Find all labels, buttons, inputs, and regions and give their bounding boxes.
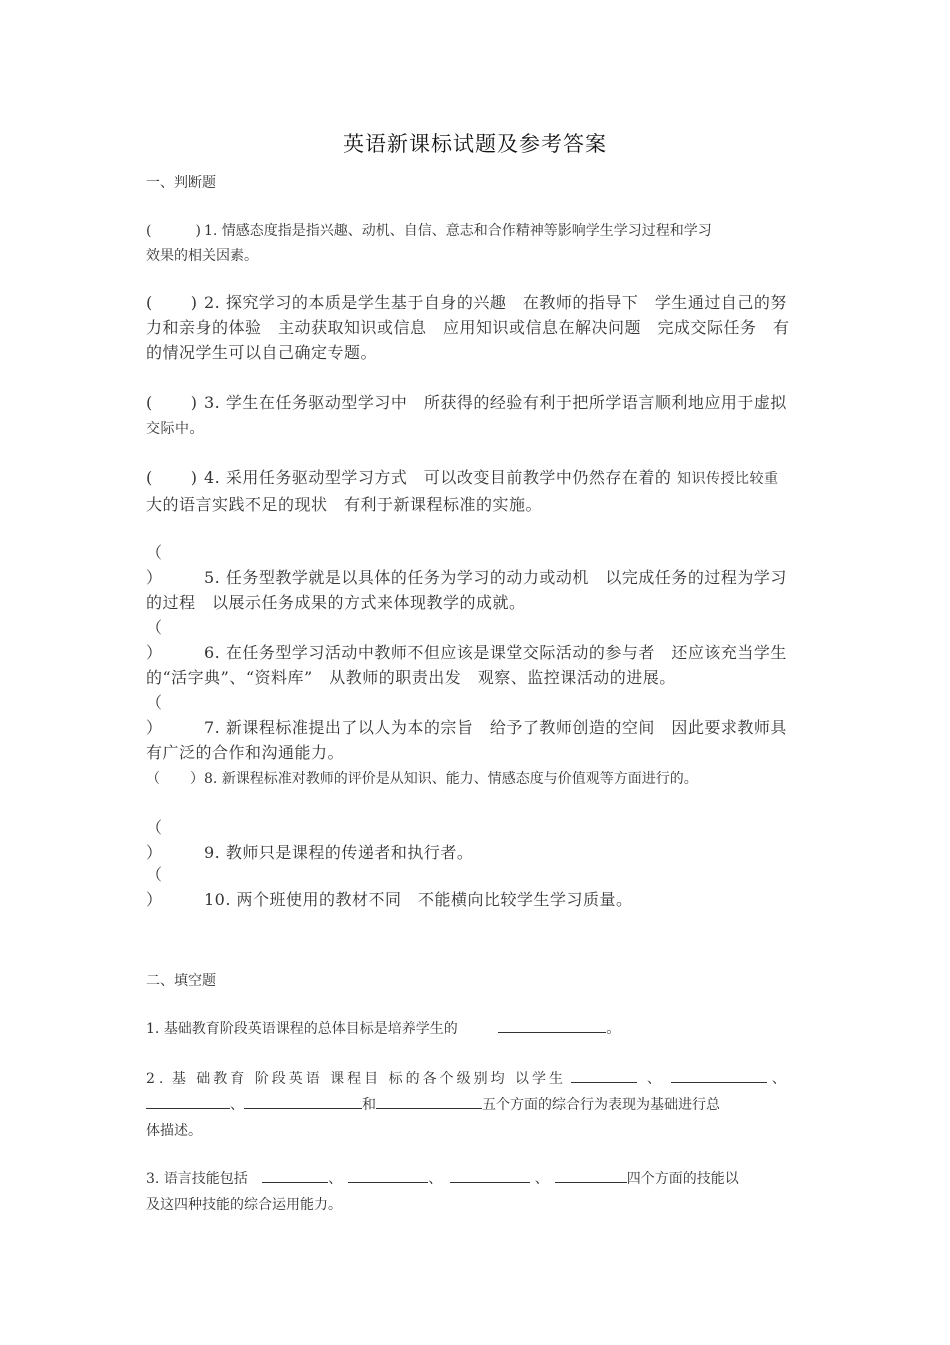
answer-paren-open: （ xyxy=(146,865,163,884)
judge-question-7 xyxy=(146,690,806,765)
judge-question-1 xyxy=(146,219,806,269)
question-number: 3. xyxy=(204,393,221,412)
answer-blank[interactable] xyxy=(571,1066,637,1083)
separator: 、 xyxy=(771,1071,786,1087)
question-number: 10. xyxy=(204,890,231,909)
answer-paren-open: （ xyxy=(146,693,163,712)
question-number: 4. xyxy=(204,468,221,487)
question-text: 任务型教学就是以具体的任务为学习的动力或动机 以完成任务的过程为学习 xyxy=(225,568,787,587)
question-number: 1. xyxy=(204,223,218,239)
answer-blank[interactable] xyxy=(450,1166,530,1183)
question-text-cont: 的“活字典”、“资料库” 从教师的职责出发 观察、监控课活动的进展。 xyxy=(146,668,676,687)
answer-paren-open: ( xyxy=(146,468,153,487)
answer-paren-open: ( xyxy=(146,293,153,312)
question-text-cont: 有广泛的合作和沟通能力。 xyxy=(146,743,345,762)
question-number: 1. xyxy=(146,1021,160,1037)
question-text-cont: 力和亲身的体验 主动获取知识或信息 应用知识或信息在解决问题 完成交际任务 有 xyxy=(146,318,790,337)
question-text: 语言技能包括 xyxy=(163,1171,248,1187)
answer-paren-close: ） xyxy=(146,890,163,909)
fill-question-1 xyxy=(146,1016,811,1042)
answer-blank[interactable] xyxy=(262,1166,328,1183)
question-text-cont: 交际中。 xyxy=(146,421,204,437)
question-text: 新课程标准对教师的评价是从知识、能力、情感态度与价值观等方面进行的。 xyxy=(221,771,698,787)
question-text: 学生在任务驱动型学习中 所获得的经验有利于把所学语言顺利地应用于虚拟 xyxy=(225,393,787,412)
page-title: 英语新课标试题及参考答案 xyxy=(343,132,607,156)
question-text-cont: 体描述。 xyxy=(146,1123,202,1139)
answer-paren-close: ） xyxy=(146,843,163,862)
separator: 、 xyxy=(428,1171,443,1187)
question-number: 9. xyxy=(204,843,221,862)
answer-blank[interactable] xyxy=(146,1092,230,1109)
answer-blank[interactable] xyxy=(348,1166,428,1183)
fill-question-2 xyxy=(146,1066,811,1144)
question-text: 在任务型学习活动中教师不但应该是课堂交际活动的参与者 还应该充当学生 xyxy=(225,643,787,662)
judge-question-8 xyxy=(146,767,806,792)
answer-blank[interactable] xyxy=(671,1066,767,1083)
judge-question-5 xyxy=(146,540,806,615)
answer-paren-open: （ xyxy=(146,618,163,637)
question-text: 基 础教育 阶段英语 课程目 标的各个级别均 以学生 xyxy=(171,1071,567,1087)
question-number: 3. xyxy=(146,1171,160,1187)
answer-paren-close: ) xyxy=(195,223,201,239)
answer-paren-close: ) xyxy=(190,393,198,412)
judge-question-2 xyxy=(146,290,806,365)
separator: 、 xyxy=(646,1071,661,1087)
answer-paren-close: ） xyxy=(146,643,163,662)
question-text: 基础教育阶段英语课程的总体目标是培养学生的 xyxy=(163,1021,458,1037)
question-tail: 。 xyxy=(606,1021,621,1037)
answer-blank[interactable] xyxy=(244,1092,362,1109)
question-text: 情感态度指是指兴趣、动机、自信、意志和合作精神等影响学生学习过程和学习 xyxy=(221,223,712,239)
question-text-cont2: 的情况学生可以自己确定专题。 xyxy=(146,343,378,362)
answer-blank[interactable] xyxy=(376,1092,482,1109)
section-heading-judgement: 一、判断题 xyxy=(146,175,216,191)
judge-question-9 xyxy=(146,815,806,865)
answer-paren-close: ) xyxy=(190,293,198,312)
answer-paren-open: （ xyxy=(146,543,163,562)
question-text: 采用任务驱动型学习方式 可以改变目前教学中仍然存在着的 xyxy=(225,468,672,487)
answer-paren-close: ） xyxy=(146,568,163,587)
judge-question-4 xyxy=(146,465,806,517)
answer-paren-open: ( xyxy=(146,223,152,239)
question-number: 7. xyxy=(204,718,221,737)
judge-question-6 xyxy=(146,615,806,690)
answer-blank[interactable] xyxy=(498,1016,606,1033)
question-text-cont: 大的语言实践不足的现状 有利于新课程标准的实施。 xyxy=(146,495,543,514)
question-text-cont: 及这四种技能的综合运用能力。 xyxy=(146,1197,342,1213)
answer-paren-close: ） xyxy=(146,718,163,737)
question-number: 6. xyxy=(204,643,221,662)
judge-question-3 xyxy=(146,390,806,442)
separator: 和 xyxy=(362,1097,376,1113)
question-text-tail: 知识传授比较重 xyxy=(676,471,779,487)
question-text: 两个班使用的教材不同 不能横向比较学生学习质量。 xyxy=(236,890,633,909)
question-number: 2. xyxy=(204,293,221,312)
answer-paren-close: ） xyxy=(190,771,204,787)
answer-blank[interactable] xyxy=(555,1166,627,1183)
question-text: 新课程标准提出了以人为本的宗旨 给予了教师创造的空间 因此要求教师具 xyxy=(225,718,787,737)
fill-question-3 xyxy=(146,1166,811,1218)
separator: 、 xyxy=(534,1171,549,1187)
judge-question-10 xyxy=(146,862,806,912)
question-tail: 五个方面的综合行为表现为基础进行总 xyxy=(482,1097,720,1113)
question-tail: 四个方面的技能以 xyxy=(626,1171,739,1187)
question-number: 8. xyxy=(204,771,218,787)
question-number: 5. xyxy=(204,568,221,587)
question-text: 教师只是课程的传递者和执行者。 xyxy=(225,843,474,862)
answer-paren-open: （ xyxy=(146,771,160,787)
section-heading-fill-blank: 二、填空题 xyxy=(146,973,216,989)
answer-paren-open: （ xyxy=(146,818,163,837)
answer-paren-open: ( xyxy=(146,393,153,412)
question-text-cont: 效果的相关因素。 xyxy=(146,248,258,264)
question-number: 2. xyxy=(146,1071,168,1087)
answer-paren-close: ) xyxy=(190,468,198,487)
separator: 、 xyxy=(230,1097,244,1113)
question-text: 探究学习的本质是学生基于自身的兴趣 在教师的指导下 学生通过自己的努 xyxy=(225,293,787,312)
separator: 、 xyxy=(328,1171,343,1187)
question-text-cont: 的过程 以展示任务成果的方式来体现教学的成就。 xyxy=(146,593,526,612)
